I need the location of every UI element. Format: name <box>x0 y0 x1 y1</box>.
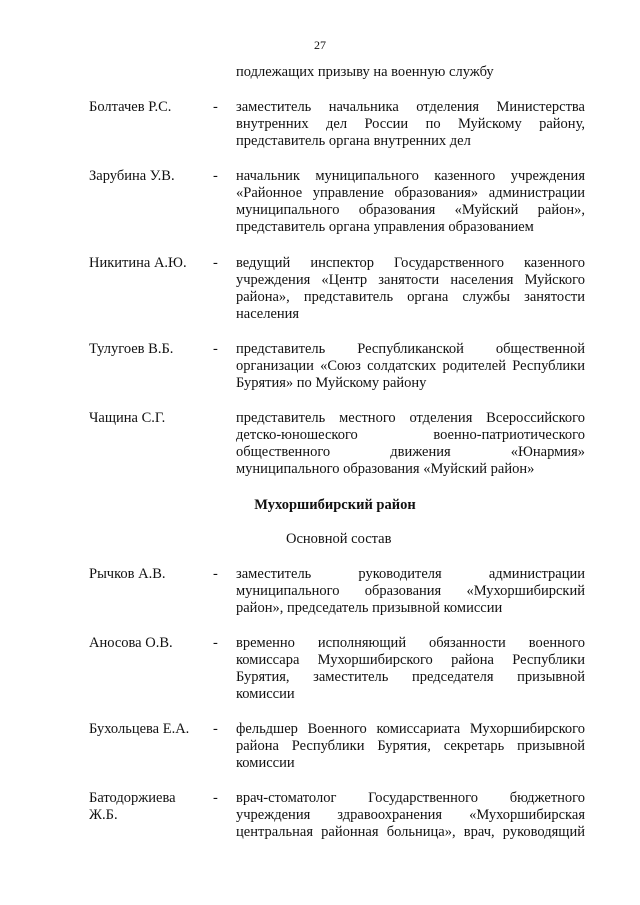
member-name: Тулугоев В.Б. <box>89 341 174 357</box>
dash-separator: - <box>213 255 218 271</box>
member-name: Чащина С.Г. <box>89 410 166 426</box>
member-role: фельдшер Военного комиссариата Мухоршибирского района Республики Бурятия, секретарь призывной комиссии <box>236 721 585 771</box>
member-name: Бухольцева Е.А. <box>89 721 190 737</box>
member-name: Зарубина У.В. <box>89 168 175 184</box>
member-name: Рычков А.В. <box>89 566 166 582</box>
dash-separator: - <box>213 99 218 115</box>
dash-separator: - <box>213 341 218 357</box>
member-role: временно исполняющий обязанности военного комиссара Мухоршибирского района Республики Бурятия, заместитель председателя призывной комиссии <box>236 635 585 702</box>
continuation-text: подлежащих призыву на военную службу <box>236 64 494 80</box>
dash-separator: - <box>213 721 218 737</box>
member-role: врач-стоматолог Государственного бюджетного учреждения здравоохранения «Мухоршибирская центральная районная больница», врач, руководящий <box>236 790 585 840</box>
member-role: начальник муниципального казенного учреждения «Районное управление образования» администрации муниципального образования «Муйский район», представитель органа управления образованием <box>236 168 585 235</box>
member-name: Никитина А.Ю. <box>89 255 187 271</box>
member-role: заместитель начальника отделения Министерства внутренних дел России по Муйскому району, представитель органа внутренних дел <box>236 99 585 149</box>
member-name: Болтачев Р.С. <box>89 99 172 115</box>
dash-separator: - <box>213 790 218 806</box>
dash-separator: - <box>213 635 218 651</box>
dash-separator: - <box>213 566 218 582</box>
member-role: заместитель руководителя администрации муниципального образования «Мухоршибирский район», председатель призывной комиссии <box>236 566 585 616</box>
member-role: представитель Республиканской общественной организации «Союз солдатских родителей Республики Бурятия» по Муйскому району <box>236 341 585 391</box>
member-role: ведущий инспектор Государственного казенного учреждения «Центр занятости населения Муйского района», представитель органа службы занятости населения <box>236 255 585 322</box>
page-number: 27 <box>314 38 326 52</box>
district-heading: Мухоршибирский район <box>254 497 416 513</box>
dash-separator: - <box>213 168 218 184</box>
member-role: представитель местного отделения Всероссийского детско-юношеского военно-патриотического общественного движения «Юнармия» муниципального образования «Муйский район» <box>236 410 585 477</box>
member-name: Батодоржиева Ж.Б. <box>89 790 176 823</box>
member-name: Аносова О.В. <box>89 635 173 651</box>
composition-subheading: Основной состав <box>286 531 392 547</box>
